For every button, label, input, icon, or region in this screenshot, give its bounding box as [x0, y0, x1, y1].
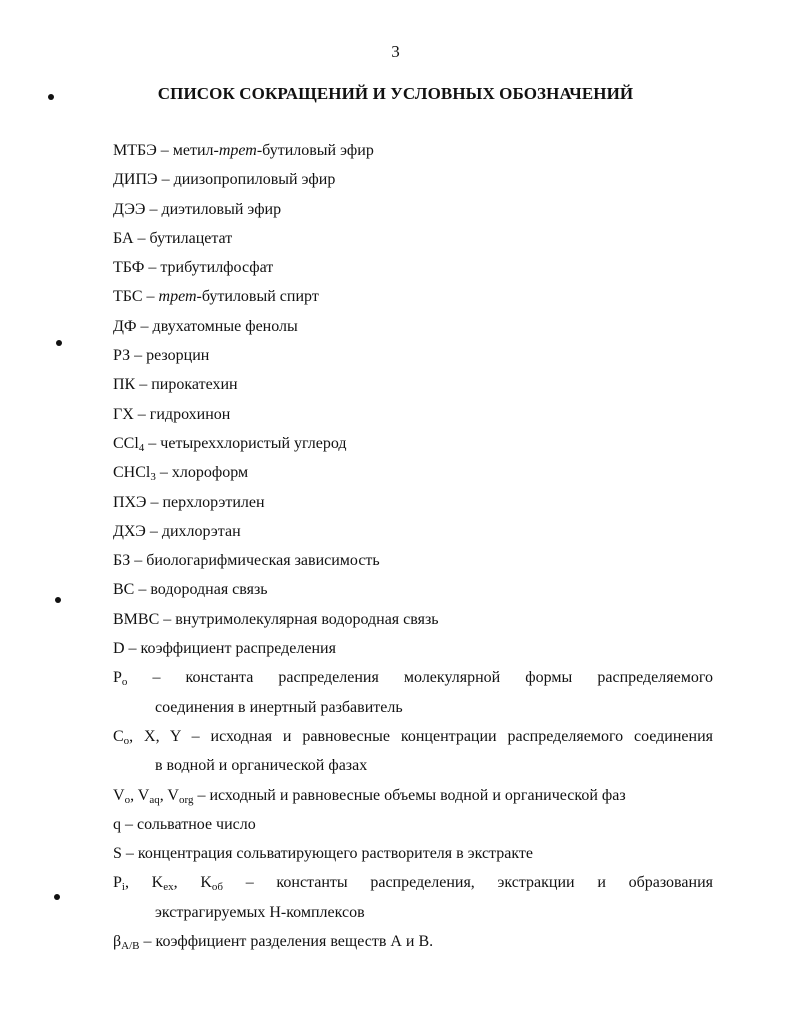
- abbreviation-list: [113, 136, 713, 956]
- page-title: СПИСОК СОКРАЩЕНИЙ И УСЛОВНЫХ ОБОЗНАЧЕНИЙ: [157, 84, 634, 103]
- list-item: ПК – пирокатехин: [113, 376, 238, 394]
- list-item: ВС – водородная связь: [113, 581, 268, 599]
- margin-mark-1: [48, 94, 54, 100]
- list-item: S – концентрация сольватирующего растворителя в экстракте: [113, 845, 533, 863]
- list-item-continuation: в водной и органической фазах: [155, 757, 368, 775]
- list-item: РЗ – резорцин: [113, 347, 210, 365]
- list-item: $V_o$, $V_{aq}$, $V_{org}$ – исходный и равновесные объемы водной и органической фаз: [113, 786, 626, 806]
- list-item: ДЭЭ – диэтиловый эфир: [113, 200, 282, 218]
- list-item: CHCl$_3$ – хлороформ: [113, 464, 249, 484]
- list-item: ТБС – трет-бутиловый спирт: [113, 288, 319, 306]
- list-item: $P_i$, $K_{ex}$, $K_{об}$ – константы распределения, экстракции и образования: [113, 874, 713, 894]
- list-item: q – сольватное число: [113, 815, 256, 833]
- list-item: ДФ – двухатомные фенолы: [113, 317, 298, 335]
- list-item: ДХЭ – дихлорэтан: [113, 522, 241, 540]
- list-item: $C_o$, X, Y – исходная и равновесные концентрации распределяемого соединения: [113, 727, 713, 747]
- list-item: ДИПЭ – диизопропиловый эфир: [113, 171, 336, 189]
- list-item: МТБЭ – метил-трет-бутиловый эфир: [113, 142, 374, 159]
- list-item: $\beta_{A/B}$ – коэффициент разделения веществ А и В.: [113, 933, 434, 953]
- margin-mark-4: [54, 894, 60, 900]
- list-item-continuation: экстрагируемых Н-комплексов: [155, 903, 365, 921]
- margin-mark-2: [56, 340, 62, 346]
- list-item: CCl$_4$ – четыреххлористый углерод: [113, 434, 347, 454]
- page-number: 3: [391, 42, 400, 61]
- list-item: БА – бутилацетат: [113, 229, 233, 247]
- list-item: D – коэффициент распределения: [113, 640, 336, 658]
- margin-mark-3: [55, 597, 61, 603]
- list-item: ТБФ – трибутилфосфат: [113, 259, 274, 277]
- list-item: БЗ – биологарифмическая зависимость: [113, 552, 380, 570]
- list-item: ПХЭ – перхлорэтилен: [113, 493, 265, 511]
- list-item-continuation: соединения в инертный разбавитель: [155, 698, 403, 716]
- list-item: ВМВС – внутримолекулярная водородная связь: [113, 610, 439, 628]
- list-item: ГХ – гидрохинон: [113, 405, 231, 423]
- list-item: $P_o$ – константа распределения молекулярной формы распределяемого: [113, 669, 713, 689]
